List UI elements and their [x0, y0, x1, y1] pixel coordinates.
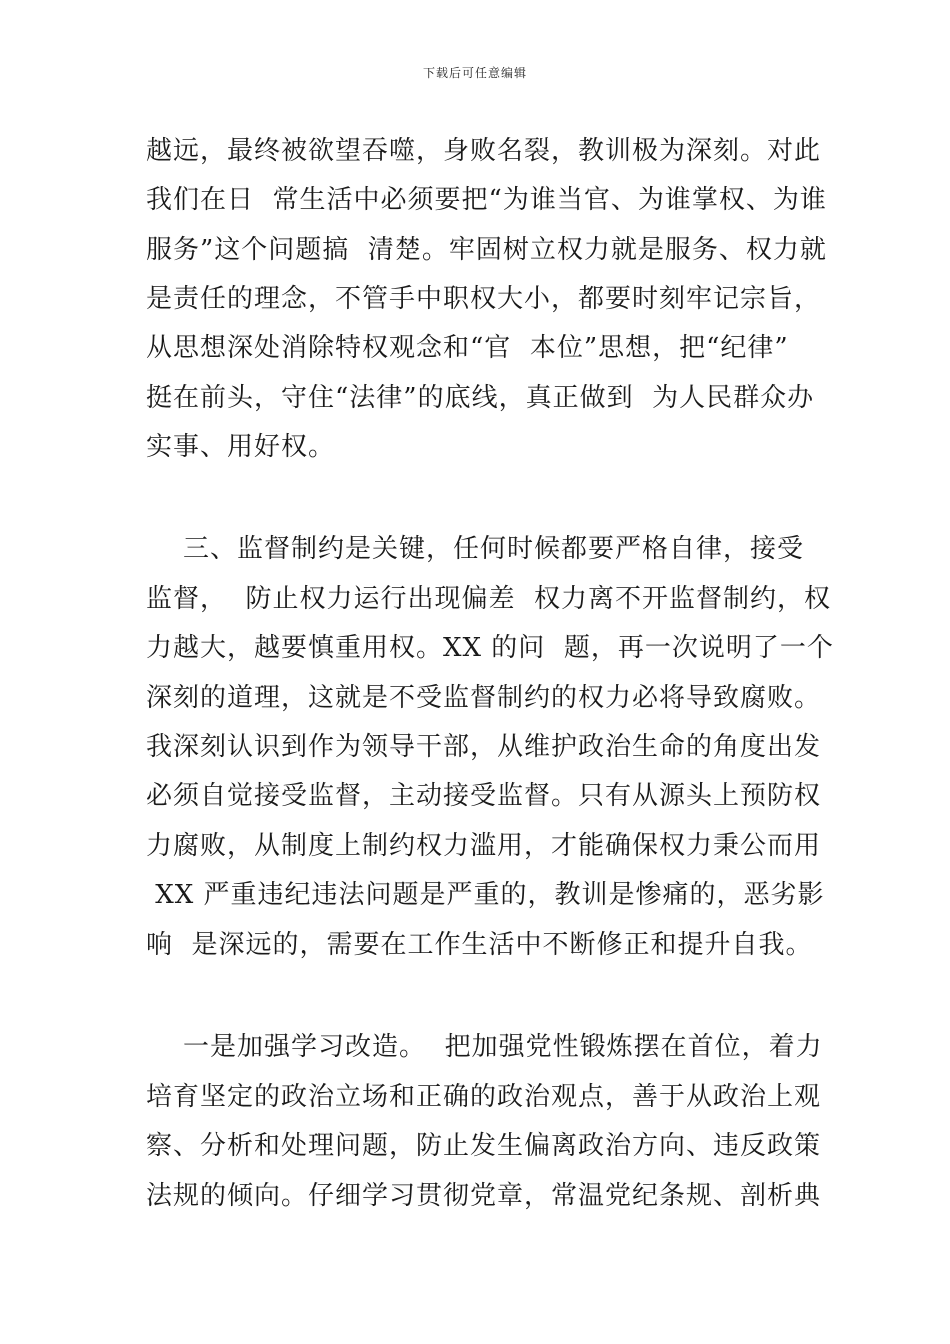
paragraph-3-line-2: 培育坚定的政治立场和正确的政治观点，善于从政治上观 [146, 1082, 822, 1112]
paragraph-1-line-4: 是责任的理念，不管手中职权大小，都要时刻牢记宗旨， [146, 284, 822, 314]
paragraph-3-line-4: 法规的倾向。仔细学习贯彻党章，常温党纪条规、剖析典 [146, 1181, 822, 1211]
paragraph-1-line-5: 从思想深处消除特权观念和“官 本位”思想，把“纪律” [146, 333, 789, 363]
paragraph-3-line-3: 察、分析和处理问题，防止发生偏离政治方向、违反政策 [146, 1131, 822, 1161]
paragraph-3-line-1: 一是加强学习改造。 把加强党性锻炼摆在首位，着力 [146, 1032, 823, 1062]
paragraph-1-line-2: 我们在日 常生活中必须要把“为谁当官、为谁掌权、为谁 [146, 185, 827, 215]
paragraph-2-line-6: 必须自觉接受监督，主动接受监督。只有从源头上预防权 [146, 781, 822, 811]
page-header-note: 下载后可任意编辑 [422, 66, 527, 80]
paragraph-1-line-1: 越远，最终被欲望吞噬，身败名裂，教训极为深刻。对此 [146, 136, 822, 166]
paragraph-1-line-7: 实事、用好权。 [146, 432, 336, 462]
paragraph-2-line-2: 监督， 防止权力运行出现偏差 权力离不开监督制约，权 [146, 584, 832, 614]
paragraph-1-line-3: 服务”这个问题搞 清楚。牢固树立权力就是服务、权力就 [146, 235, 827, 265]
paragraph-2-line-7: 力腐败，从制度上制约权力滥用，才能确保权力秉公而用 [146, 831, 822, 861]
paragraph-2-line-3: 力越大，越要慎重用权。XX 的问 题，再一次说明了一个 [146, 633, 834, 663]
paragraph-2-line-8: XX 严重违纪违法问题是严重的，教训是惨痛的，恶劣影 [146, 880, 825, 910]
paragraph-2-line-1: 三、监督制约是关键，任何时候都要严格自律，接受 [146, 534, 805, 564]
paragraph-2-line-9: 响 是深远的，需要在工作生活中不断修正和提升自我。 [146, 930, 813, 960]
paragraph-1-line-6: 挺在前头，守住“法律”的底线，真正做到 为人民群众办 [146, 383, 815, 413]
paragraph-2-line-5: 我深刻认识到作为领导干部，从维护政治生命的角度出发 [146, 732, 822, 762]
paragraph-2-line-4: 深刻的道理，这就是不受监督制约的权力必将导致腐败。 [146, 683, 822, 713]
